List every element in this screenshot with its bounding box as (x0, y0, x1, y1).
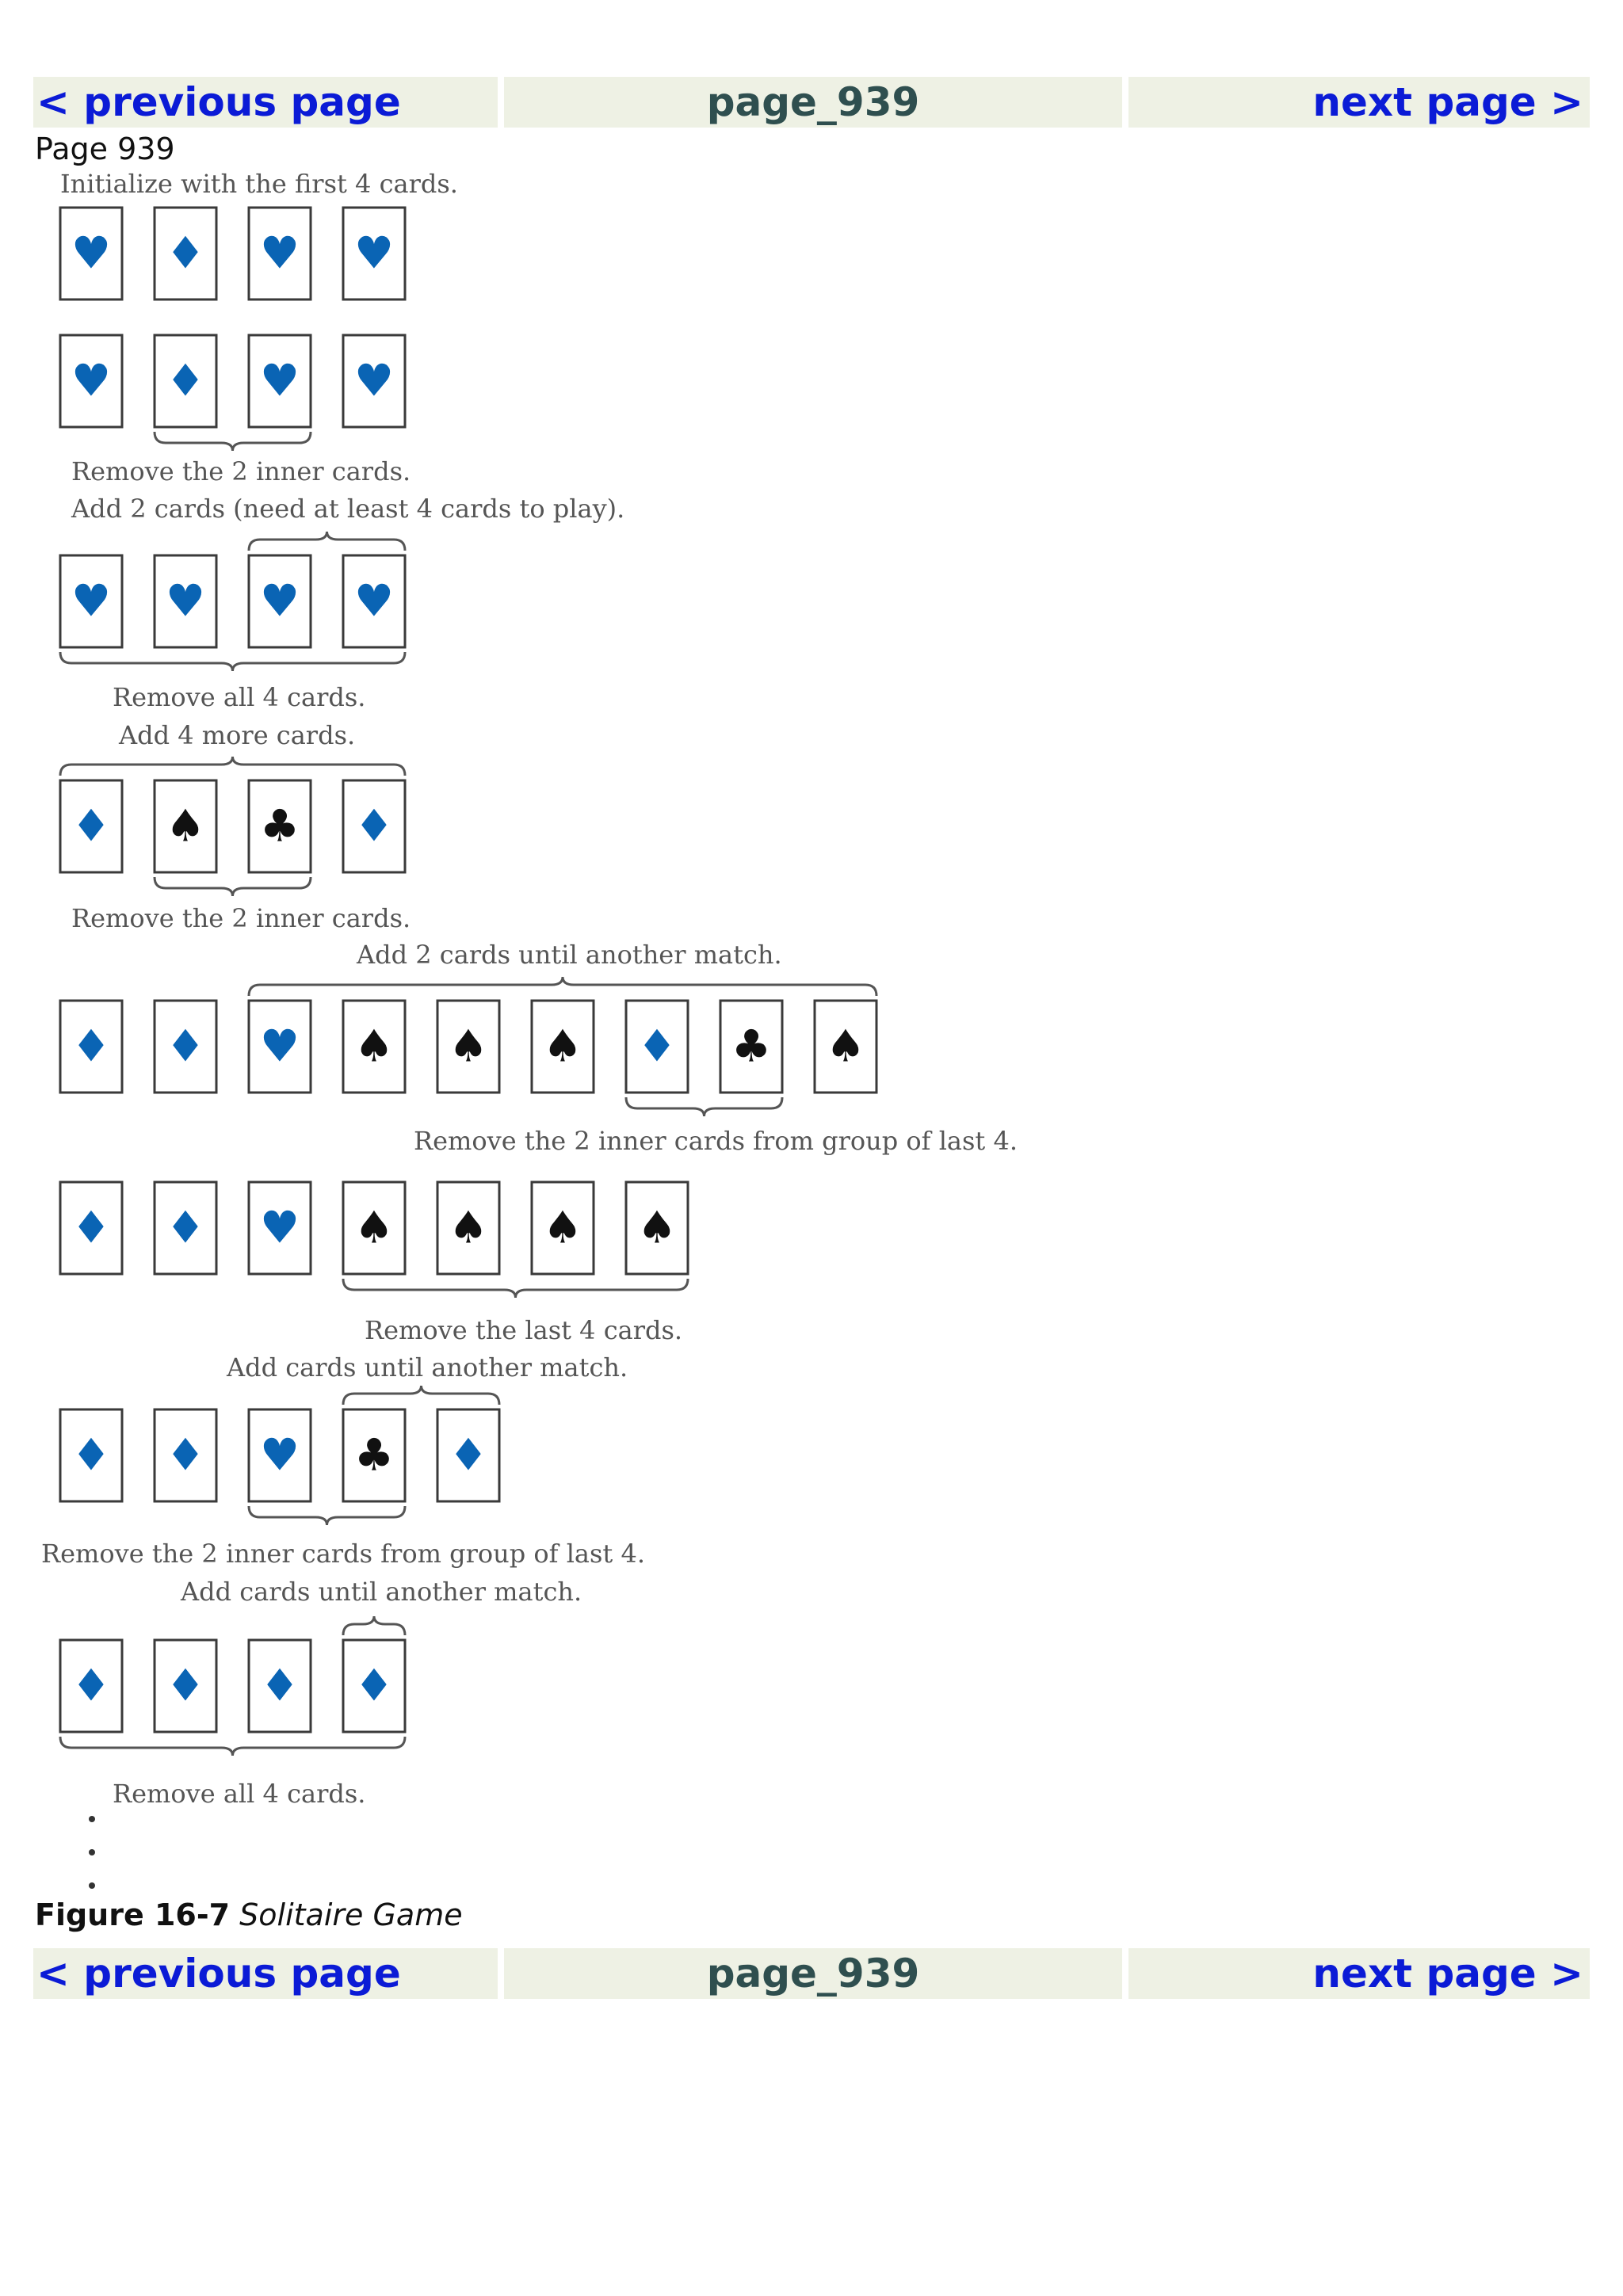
heart-icon: ♥ (71, 355, 112, 407)
spade-icon: ♠ (542, 1020, 583, 1073)
card-heart (60, 555, 122, 647)
card-heart (249, 335, 311, 427)
bracket (249, 1506, 405, 1525)
bracket (60, 652, 405, 671)
diamond-icon: ♦ (71, 1020, 112, 1073)
card-spade (532, 1001, 594, 1093)
card-spade (437, 1001, 499, 1093)
diamond-icon: ♦ (165, 1020, 206, 1073)
card-club (720, 1001, 782, 1093)
diamond-icon: ♦ (71, 1660, 112, 1712)
heart-icon: ♥ (353, 355, 395, 407)
diamond-icon: ♦ (448, 1429, 489, 1482)
card-heart (60, 335, 122, 427)
card-spade (437, 1182, 499, 1274)
bracket (343, 1616, 405, 1635)
card-diamond (155, 1001, 216, 1093)
ellipsis-dot (89, 1849, 95, 1855)
card-row (60, 208, 405, 299)
bottom-navigation (33, 1948, 1590, 1999)
spade-icon: ♠ (165, 800, 206, 852)
diamond-icon: ♦ (636, 1020, 678, 1073)
card-spade (626, 1182, 688, 1274)
card-diamond (155, 208, 216, 299)
spade-icon: ♠ (448, 1202, 489, 1254)
ellipsis-dot (89, 1882, 95, 1889)
card-diamond (343, 780, 405, 872)
card-diamond (155, 1640, 216, 1732)
heart-icon: ♥ (165, 575, 206, 627)
page-id-cell (504, 1948, 1122, 1999)
step-caption: Remove the 2 inner cards from group of last 4. (414, 1126, 1018, 1156)
card-row (60, 335, 405, 427)
previous-page-cell (33, 1948, 498, 1999)
step-caption: Add cards until another match. (227, 1352, 628, 1383)
card-diamond (626, 1001, 688, 1093)
card-row (60, 1001, 876, 1093)
card-heart (155, 555, 216, 647)
card-heart (60, 208, 122, 299)
club-icon: ♣ (731, 1020, 772, 1073)
step-caption: Add 4 more cards. (119, 720, 356, 750)
step-caption: Remove the 2 inner cards. (71, 903, 411, 933)
step-caption: Initialize with the first 4 cards. (60, 169, 458, 199)
card-spade (532, 1182, 594, 1274)
step-caption: Remove all 4 cards. (113, 1779, 366, 1809)
step-caption: Remove the 2 inner cards. (71, 456, 411, 486)
previous-page-link[interactable]: < previous page (36, 1951, 401, 1997)
card-club (249, 780, 311, 872)
diamond-icon: ♦ (71, 1202, 112, 1254)
diamond-icon: ♦ (165, 1660, 206, 1712)
spade-icon: ♠ (542, 1202, 583, 1254)
card-heart (249, 555, 311, 647)
step-caption: Remove the 2 inner cards from group of last 4. (41, 1539, 645, 1569)
card-diamond (249, 1640, 311, 1732)
diamond-icon: ♦ (259, 1660, 300, 1712)
bracket (60, 1737, 405, 1756)
club-icon: ♣ (259, 800, 300, 852)
diamond-icon: ♦ (165, 1429, 206, 1482)
bracket (155, 432, 311, 451)
spade-icon: ♠ (825, 1020, 866, 1073)
bracket (155, 877, 311, 896)
card-row (60, 555, 405, 647)
card-heart (249, 1182, 311, 1274)
bracket (343, 1386, 499, 1405)
heart-icon: ♥ (259, 1202, 300, 1254)
figure-caption (35, 1897, 463, 1932)
heart-icon: ♥ (353, 575, 395, 627)
bracket (343, 1279, 688, 1298)
card-club (343, 1409, 405, 1501)
diamond-icon: ♦ (165, 355, 206, 407)
card-heart (343, 555, 405, 647)
card-diamond (155, 1182, 216, 1274)
heart-icon: ♥ (259, 355, 300, 407)
card-heart (249, 1001, 311, 1093)
diamond-icon: ♦ (165, 227, 206, 280)
spade-icon: ♠ (353, 1202, 395, 1254)
card-diamond (437, 1409, 499, 1501)
card-heart (343, 335, 405, 427)
card-row (60, 1640, 405, 1732)
card-diamond (60, 1409, 122, 1501)
heart-icon: ♥ (259, 1429, 300, 1482)
card-diamond (343, 1640, 405, 1732)
card-spade (343, 1182, 405, 1274)
page-id: page_939 (706, 1951, 920, 1997)
bracket (249, 532, 405, 551)
figure-title: Solitaire Game (239, 1897, 463, 1932)
diamond-icon: ♦ (71, 1429, 112, 1482)
figure-number: Figure 16-7 (35, 1897, 231, 1932)
next-page-link[interactable]: next page > (1312, 79, 1583, 125)
card-spade (155, 780, 216, 872)
club-icon: ♣ (353, 1429, 395, 1482)
card-row (60, 1182, 688, 1274)
card-heart (343, 208, 405, 299)
page-label: Page 939 (35, 132, 175, 166)
spade-icon: ♠ (353, 1020, 395, 1073)
card-diamond (155, 335, 216, 427)
card-diamond (60, 1182, 122, 1274)
diamond-icon: ♦ (71, 800, 112, 852)
heart-icon: ♥ (71, 227, 112, 280)
heart-icon: ♥ (259, 227, 300, 280)
spade-icon: ♠ (636, 1202, 678, 1254)
diamond-icon: ♦ (353, 800, 395, 852)
page-id: page_939 (706, 79, 920, 125)
spade-icon: ♠ (448, 1020, 489, 1073)
card-heart (249, 208, 311, 299)
bracket (60, 757, 405, 776)
step-caption: Add 2 cards until another match. (357, 940, 782, 970)
previous-page-link[interactable]: < previous page (36, 79, 401, 125)
card-spade (815, 1001, 876, 1093)
bracket (249, 977, 876, 996)
step-caption: Remove all 4 cards. (113, 682, 366, 712)
card-row (60, 1409, 499, 1501)
card-spade (343, 1001, 405, 1093)
card-diamond (155, 1409, 216, 1501)
diamond-icon: ♦ (165, 1202, 206, 1254)
next-page-link[interactable]: next page > (1312, 1951, 1583, 1997)
next-page-cell (1128, 1948, 1590, 1999)
card-diamond (60, 1001, 122, 1093)
heart-icon: ♥ (259, 1020, 300, 1073)
step-caption: Add 2 cards (need at least 4 cards to play). (71, 494, 625, 524)
heart-icon: ♥ (71, 575, 112, 627)
ellipsis-dot (89, 1816, 95, 1822)
card-diamond (60, 1640, 122, 1732)
heart-icon: ♥ (259, 575, 300, 627)
bracket (626, 1097, 782, 1116)
card-diamond (60, 780, 122, 872)
step-caption: Remove the last 4 cards. (365, 1315, 683, 1345)
diamond-icon: ♦ (353, 1660, 395, 1712)
card-row (60, 780, 405, 872)
step-caption: Add cards until another match. (181, 1577, 582, 1607)
card-heart (249, 1409, 311, 1501)
heart-icon: ♥ (353, 227, 395, 280)
